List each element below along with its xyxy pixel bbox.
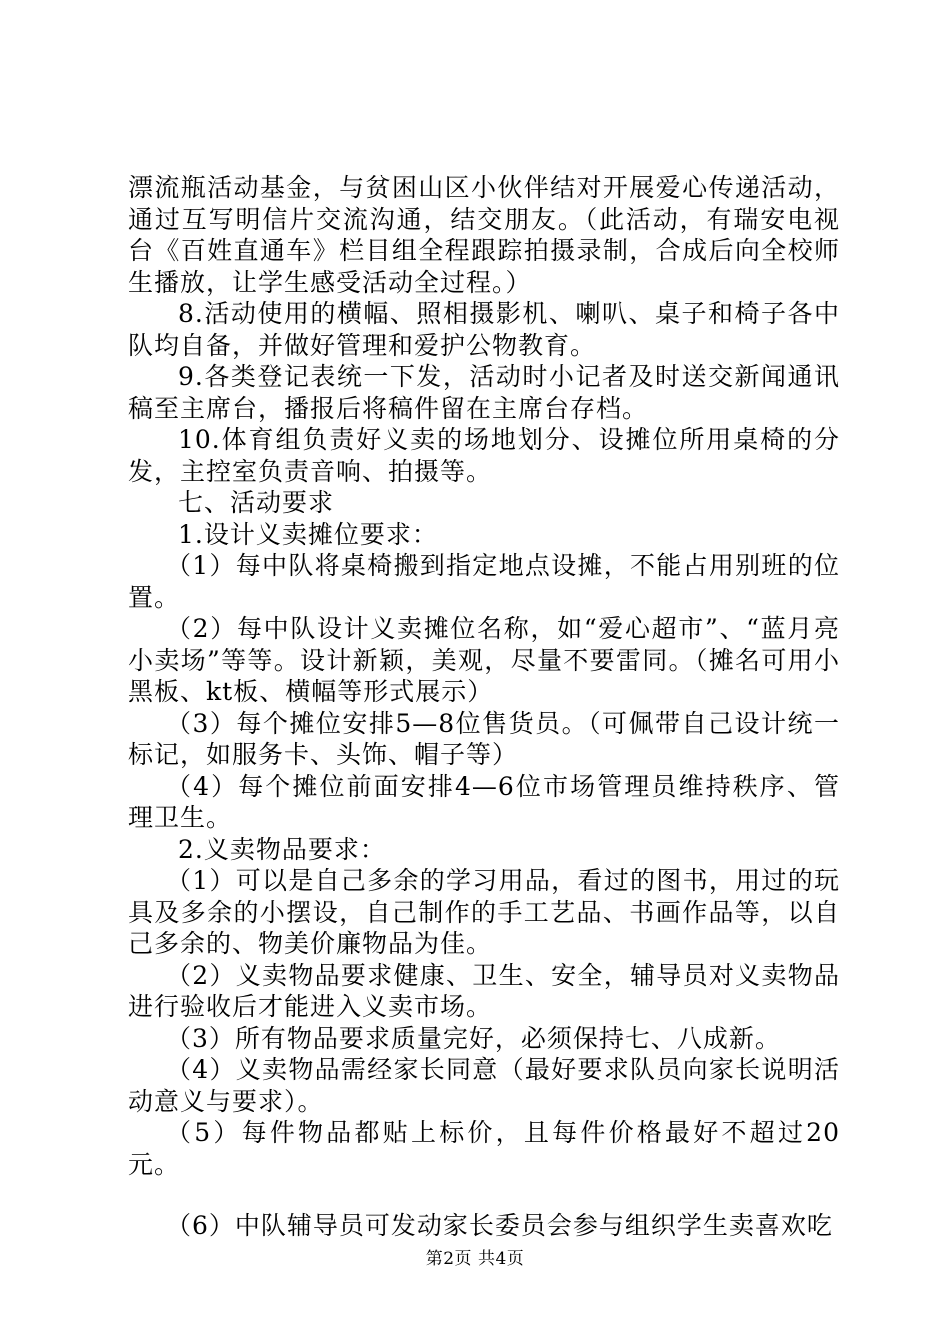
subsection-heading: 2.义卖物品要求： (178, 834, 386, 864)
list-item: （2）义卖物品要求健康、卫生、安全，辅导员对义卖物品进行验收后才能进入义卖市场。 (128, 960, 840, 1021)
paragraph: 9.各类登记表统一下发，活动时小记者及时送交新闻通讯稿至主席台，播报后将稿件留在主席台存档。 (128, 362, 840, 423)
list-item: （3）所有物品要求质量完好，必须保持七、八成新。 (166, 1023, 781, 1053)
subsection-heading: 1.设计义卖摊位要求： (178, 519, 438, 549)
page-number-indicator: 第2页 共4页 (425, 1249, 525, 1269)
paragraph: 10.体育组负责好义卖的场地划分、设摊位所用桌椅的分发，主控室负责音响、拍摄等。 (128, 425, 840, 486)
paragraph: 8.活动使用的横幅、照相摄影机、喇叭、桌子和椅子各中队均自备，并做好管理和爱护公物教育。 (128, 299, 840, 360)
list-item: （1）可以是自己多余的学习用品，看过的图书，用过的玩具及多余的小摆设，自己制作的手工艺品、书画作品等，以自己多余的、物美价廉物品为佳。 (128, 866, 840, 958)
section-heading: 七、活动要求 (178, 488, 335, 517)
list-item: （5）每件物品都贴上标价，且每件价格最好不超过20元。 (128, 1118, 840, 1179)
list-item: （6）中队辅导员可发动家长委员会参与组织学生卖喜欢吃 (166, 1211, 833, 1240)
list-item: （4）义卖物品需经家长同意（最好要求队员向家长说明活动意义与要求）。 (128, 1055, 840, 1116)
list-item: （4）每个摊位前面安排4—6位市场管理员维持秩序、管理卫生。 (128, 771, 840, 832)
list-item: （2）每中队设计义卖摊位名称，如“爱心超市”、“蓝月亮小卖场”等等。设计新颖，美观，尽量不要雷同。（摊名可用小黑板、kt板、横幅等形式展示） (128, 614, 840, 706)
list-item: （3）每个摊位安排5—8位售货员。（可佩带自己设计统一标记，如服务卡、头饰、帽子等） (128, 708, 840, 769)
list-item: （1）每中队将桌椅搬到指定地点设摊，不能占用别班的位置。 (128, 551, 840, 612)
paragraph: 漂流瓶活动基金，与贫困山区小伙伴结对开展爱心传递活动，通过互写明信片交流沟通，结交朋友。（此活动，有瑞安电视台《百姓直通车》栏目组全程跟踪拍摄录制，合成后向全校师生播放，让学生感受活动全过程。） (128, 173, 840, 297)
document-body (128, 172, 840, 1242)
page-footer (0, 1244, 950, 1269)
